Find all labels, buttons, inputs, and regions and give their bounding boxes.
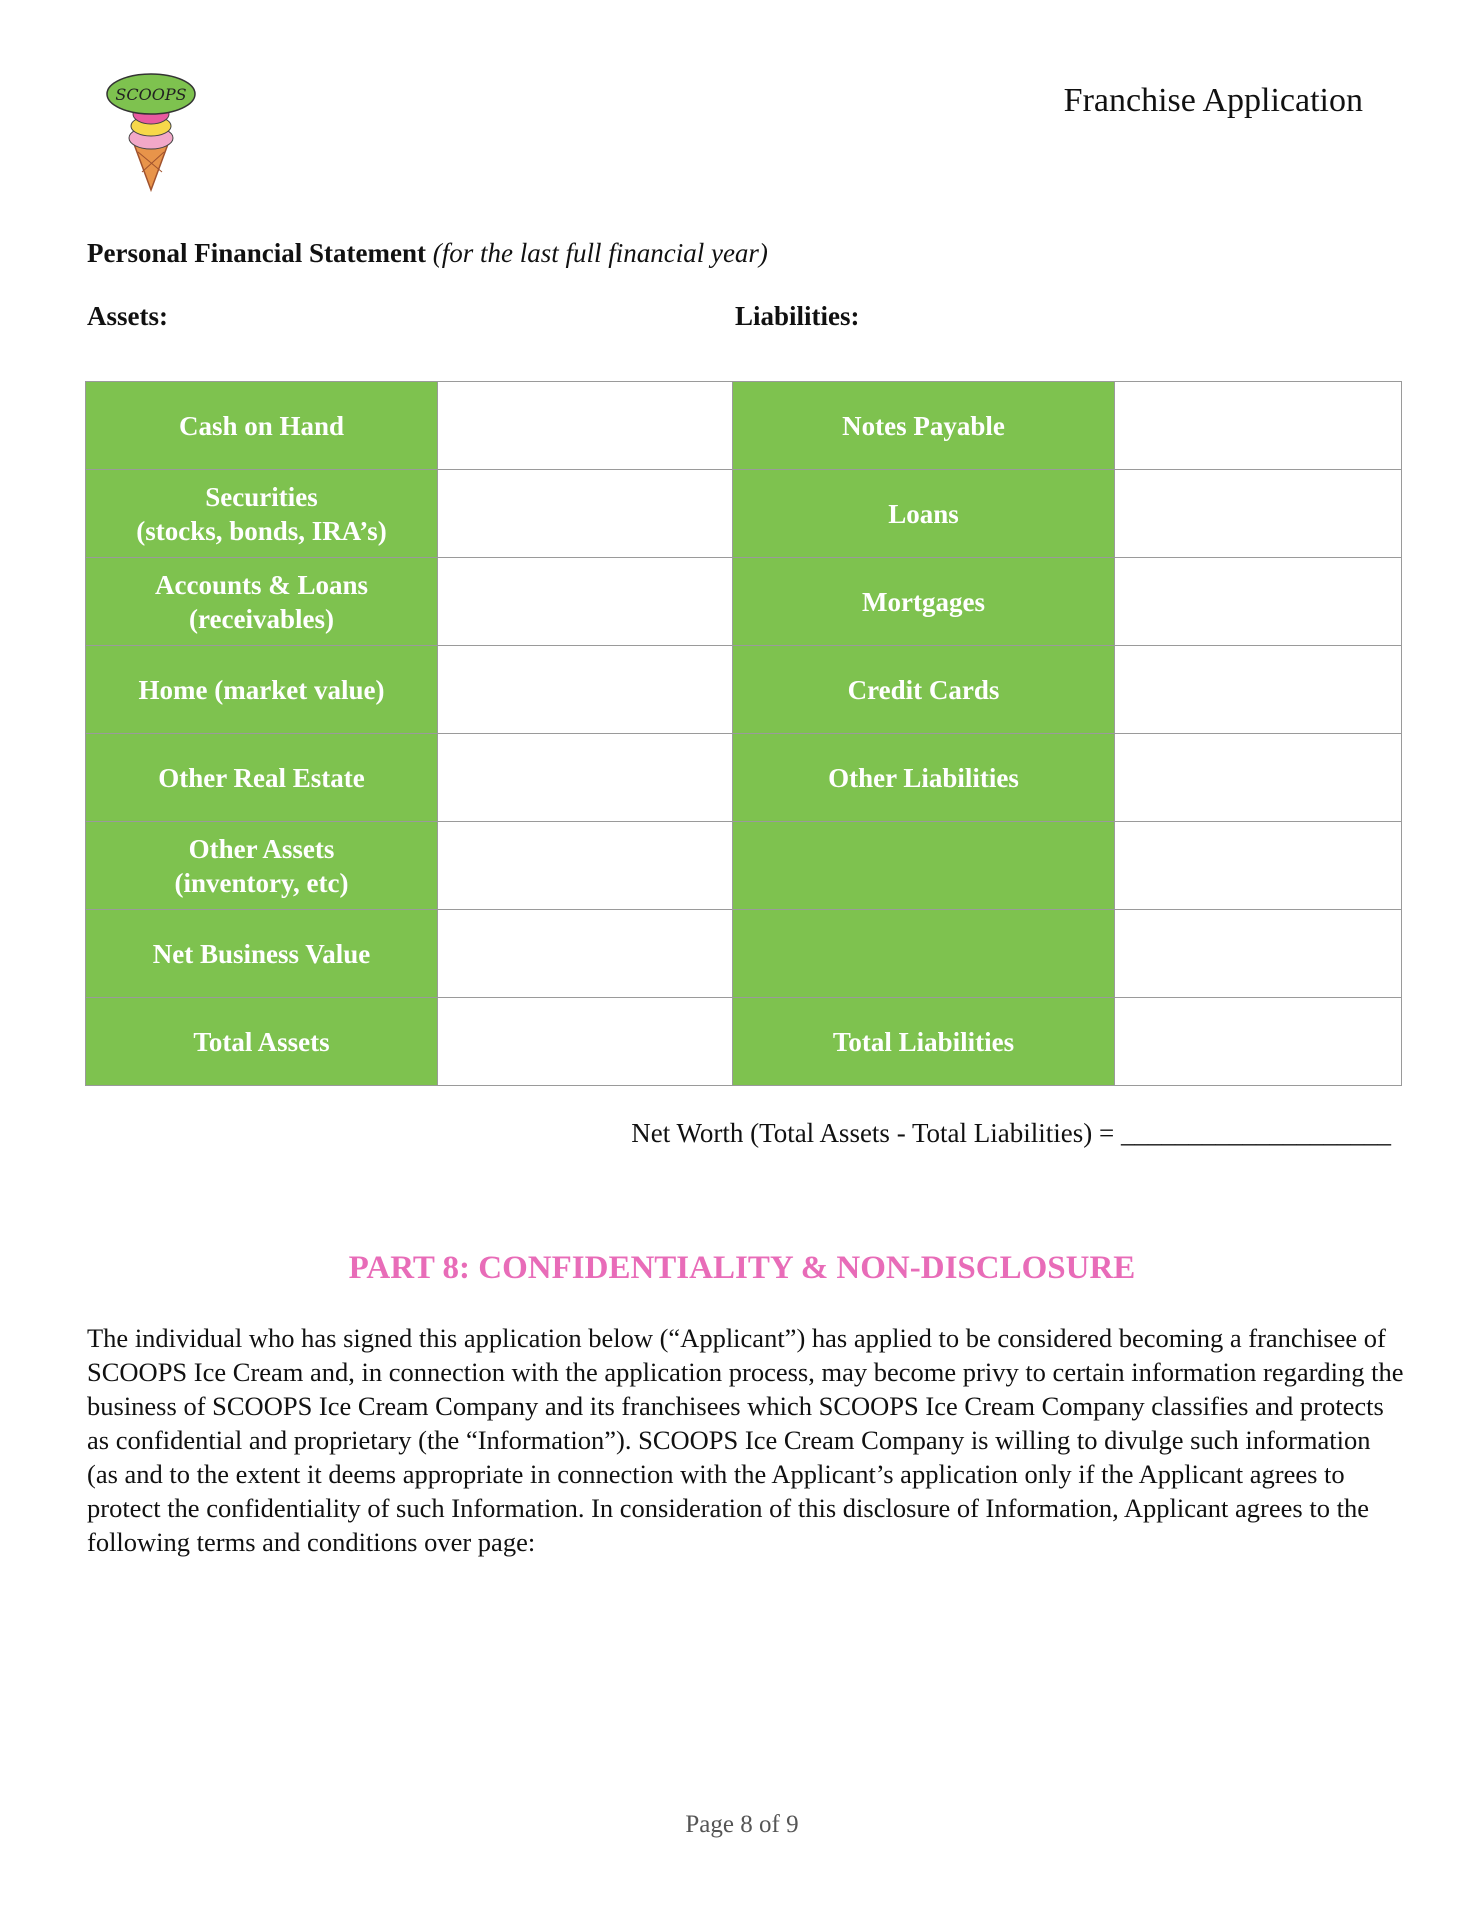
asset-value-field[interactable] <box>438 910 733 998</box>
assets-label: Assets: <box>87 301 168 331</box>
liabilities-label: Liabilities: <box>735 301 860 331</box>
statement-title <box>87 238 768 269</box>
table-row <box>86 558 1402 646</box>
asset-label: Cash on Hand <box>86 382 438 470</box>
table-row <box>86 470 1402 558</box>
asset-value-field[interactable] <box>438 558 733 646</box>
liability-label <box>733 822 1115 910</box>
liability-value-field[interactable] <box>1115 910 1402 998</box>
asset-label: Other Assets (inventory, etc) <box>86 822 438 910</box>
part8-heading: PART 8: CONFIDENTIALITY & NON-DISCLOSURE <box>348 1250 1136 1286</box>
confidentiality-paragraph: The individual who has signed this application below (“Applicant”) has applied to be considered becoming a franchisee of SCOOPS Ice Cream and, in connection with the application process, may become privy to certain information regarding the business of SCOOPS Ice Cream Company and its franchisees which SCOOPS Ice Cream Company classifies and protects as confidential and proprietary (the “Information”). SCOOPS Ice Cream Company is willing to divulge such information (as and to the extent it deems appropriate in connection with the Applicant’s application only if the Applicant agrees to protect the confidentiality of such Information. In consideration of this disclosure of Information, Applicant agrees to the following terms and conditions over page: <box>87 1323 1404 1557</box>
liability-label: Mortgages <box>733 558 1115 646</box>
scoops-logo <box>96 72 206 196</box>
table-row <box>86 734 1402 822</box>
statement-subtitle: (for the last full financial year) <box>432 238 768 268</box>
total-liabilities-field[interactable] <box>1115 998 1402 1086</box>
total-liabilities-label: Total Liabilities <box>733 998 1115 1086</box>
logo-text: SCOOPS <box>115 85 187 104</box>
liability-label: Notes Payable <box>733 382 1115 470</box>
asset-value-field[interactable] <box>438 734 733 822</box>
asset-label: Net Business Value <box>86 910 438 998</box>
liability-label: Other Liabilities <box>733 734 1115 822</box>
page-number: Page 8 of 9 <box>685 1811 799 1838</box>
liability-label: Credit Cards <box>733 646 1115 734</box>
asset-value-field[interactable] <box>438 382 733 470</box>
document-title: Franchise Application <box>1063 82 1363 119</box>
asset-label: Home (market value) <box>86 646 438 734</box>
table-row <box>86 998 1402 1086</box>
liability-value-field[interactable] <box>1115 734 1402 822</box>
table-row <box>86 822 1402 910</box>
asset-value-field[interactable] <box>438 470 733 558</box>
asset-label: Securities (stocks, bonds, IRA’s) <box>86 470 438 558</box>
liability-label <box>733 910 1115 998</box>
total-assets-field[interactable] <box>438 998 733 1086</box>
liability-value-field[interactable] <box>1115 822 1402 910</box>
table-row <box>86 910 1402 998</box>
asset-value-field[interactable] <box>438 646 733 734</box>
total-assets-label: Total Assets <box>86 998 438 1086</box>
asset-label: Other Real Estate <box>86 734 438 822</box>
net-worth-line[interactable]: Net Worth (Total Assets - Total Liabilities) = ____________________ <box>631 1118 1391 1148</box>
table-row <box>86 382 1402 470</box>
liability-value-field[interactable] <box>1115 382 1402 470</box>
liability-value-field[interactable] <box>1115 470 1402 558</box>
asset-label: Accounts & Loans (receivables) <box>86 558 438 646</box>
liability-value-field[interactable] <box>1115 646 1402 734</box>
liability-label: Loans <box>733 470 1115 558</box>
financial-statement-table <box>85 381 1402 1086</box>
liability-value-field[interactable] <box>1115 558 1402 646</box>
table-row <box>86 646 1402 734</box>
asset-value-field[interactable] <box>438 822 733 910</box>
statement-title-text: Personal Financial Statement <box>87 238 426 268</box>
